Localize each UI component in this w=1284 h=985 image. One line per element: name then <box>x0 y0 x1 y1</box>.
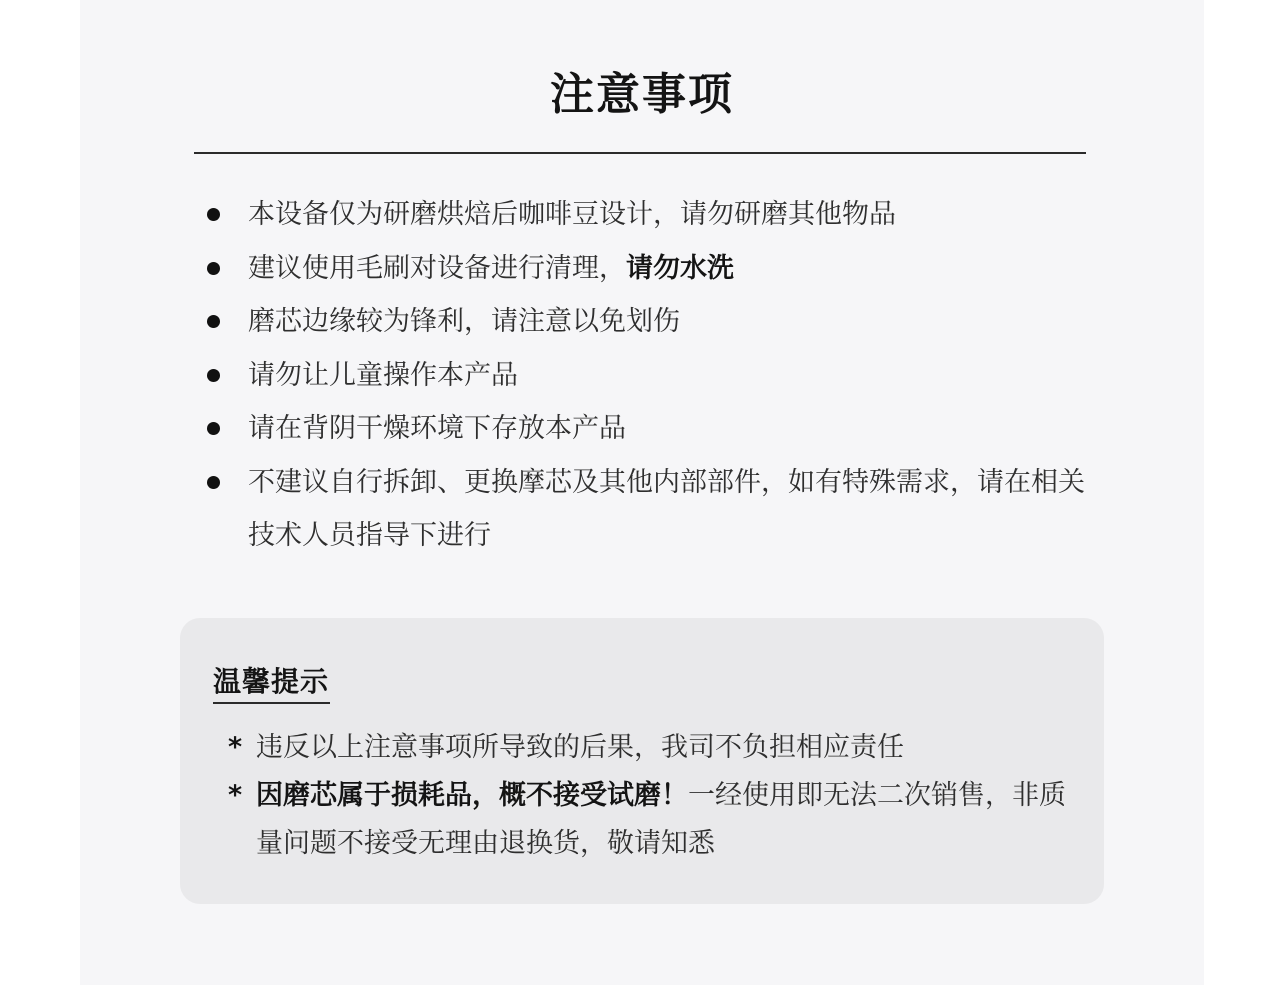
notice-item-emphasis: 请勿水洗 <box>626 252 734 284</box>
notice-item <box>200 188 1100 242</box>
notice-item <box>200 456 1100 563</box>
tip-item <box>228 724 1088 772</box>
tips-box <box>180 618 1104 904</box>
tips-title-underline <box>213 702 330 704</box>
tip-item-text: 一经使用即无法二次销售，非质量问题不接受无理由退换货，敬请知悉 <box>256 780 1066 859</box>
notice-item-text: 请勿让儿童操作本产品 <box>248 359 518 391</box>
notice-item-text: 建议使用毛刷对设备进行清理， <box>248 252 626 284</box>
notice-item-text: 本设备仅为研磨烘焙后咖啡豆设计，请勿研磨其他物品 <box>248 199 896 230</box>
asterisk-marker: * <box>228 732 243 763</box>
bullet-dot-icon <box>207 422 220 435</box>
bullet-dot-icon <box>207 208 220 221</box>
notice-item <box>200 295 1100 349</box>
notice-item <box>200 349 1100 403</box>
bullet-dot-icon <box>207 369 220 382</box>
notice-list <box>200 188 1100 563</box>
notice-item <box>200 242 1100 296</box>
tips-list <box>228 724 1088 868</box>
tip-item-emphasis: 因磨芯属于损耗品，概不接受试磨！ <box>256 780 688 811</box>
tip-item <box>228 772 1088 868</box>
notice-item-text: 磨芯边缘较为锋利，请注意以免划伤 <box>248 306 680 337</box>
tips-title: 温馨提示 <box>213 665 330 698</box>
notice-item <box>200 402 1100 456</box>
title-divider <box>194 152 1086 154</box>
asterisk-marker: * <box>228 780 243 811</box>
tip-item-text: 违反以上注意事项所导致的后果，我司不负担相应责任 <box>256 732 904 763</box>
notice-page <box>80 0 1204 985</box>
page-title: 注意事项 <box>550 69 734 120</box>
bullet-dot-icon <box>207 315 220 328</box>
bullet-dot-icon <box>207 262 220 275</box>
notice-item-text: 请在背阴干燥环境下存放本产品 <box>248 413 626 444</box>
notice-item-text: 不建议自行拆卸、更换摩芯及其他内部部件，如有特殊需求，请在相关技术人员指导下进行 <box>248 466 1085 551</box>
bullet-dot-icon <box>207 476 220 489</box>
